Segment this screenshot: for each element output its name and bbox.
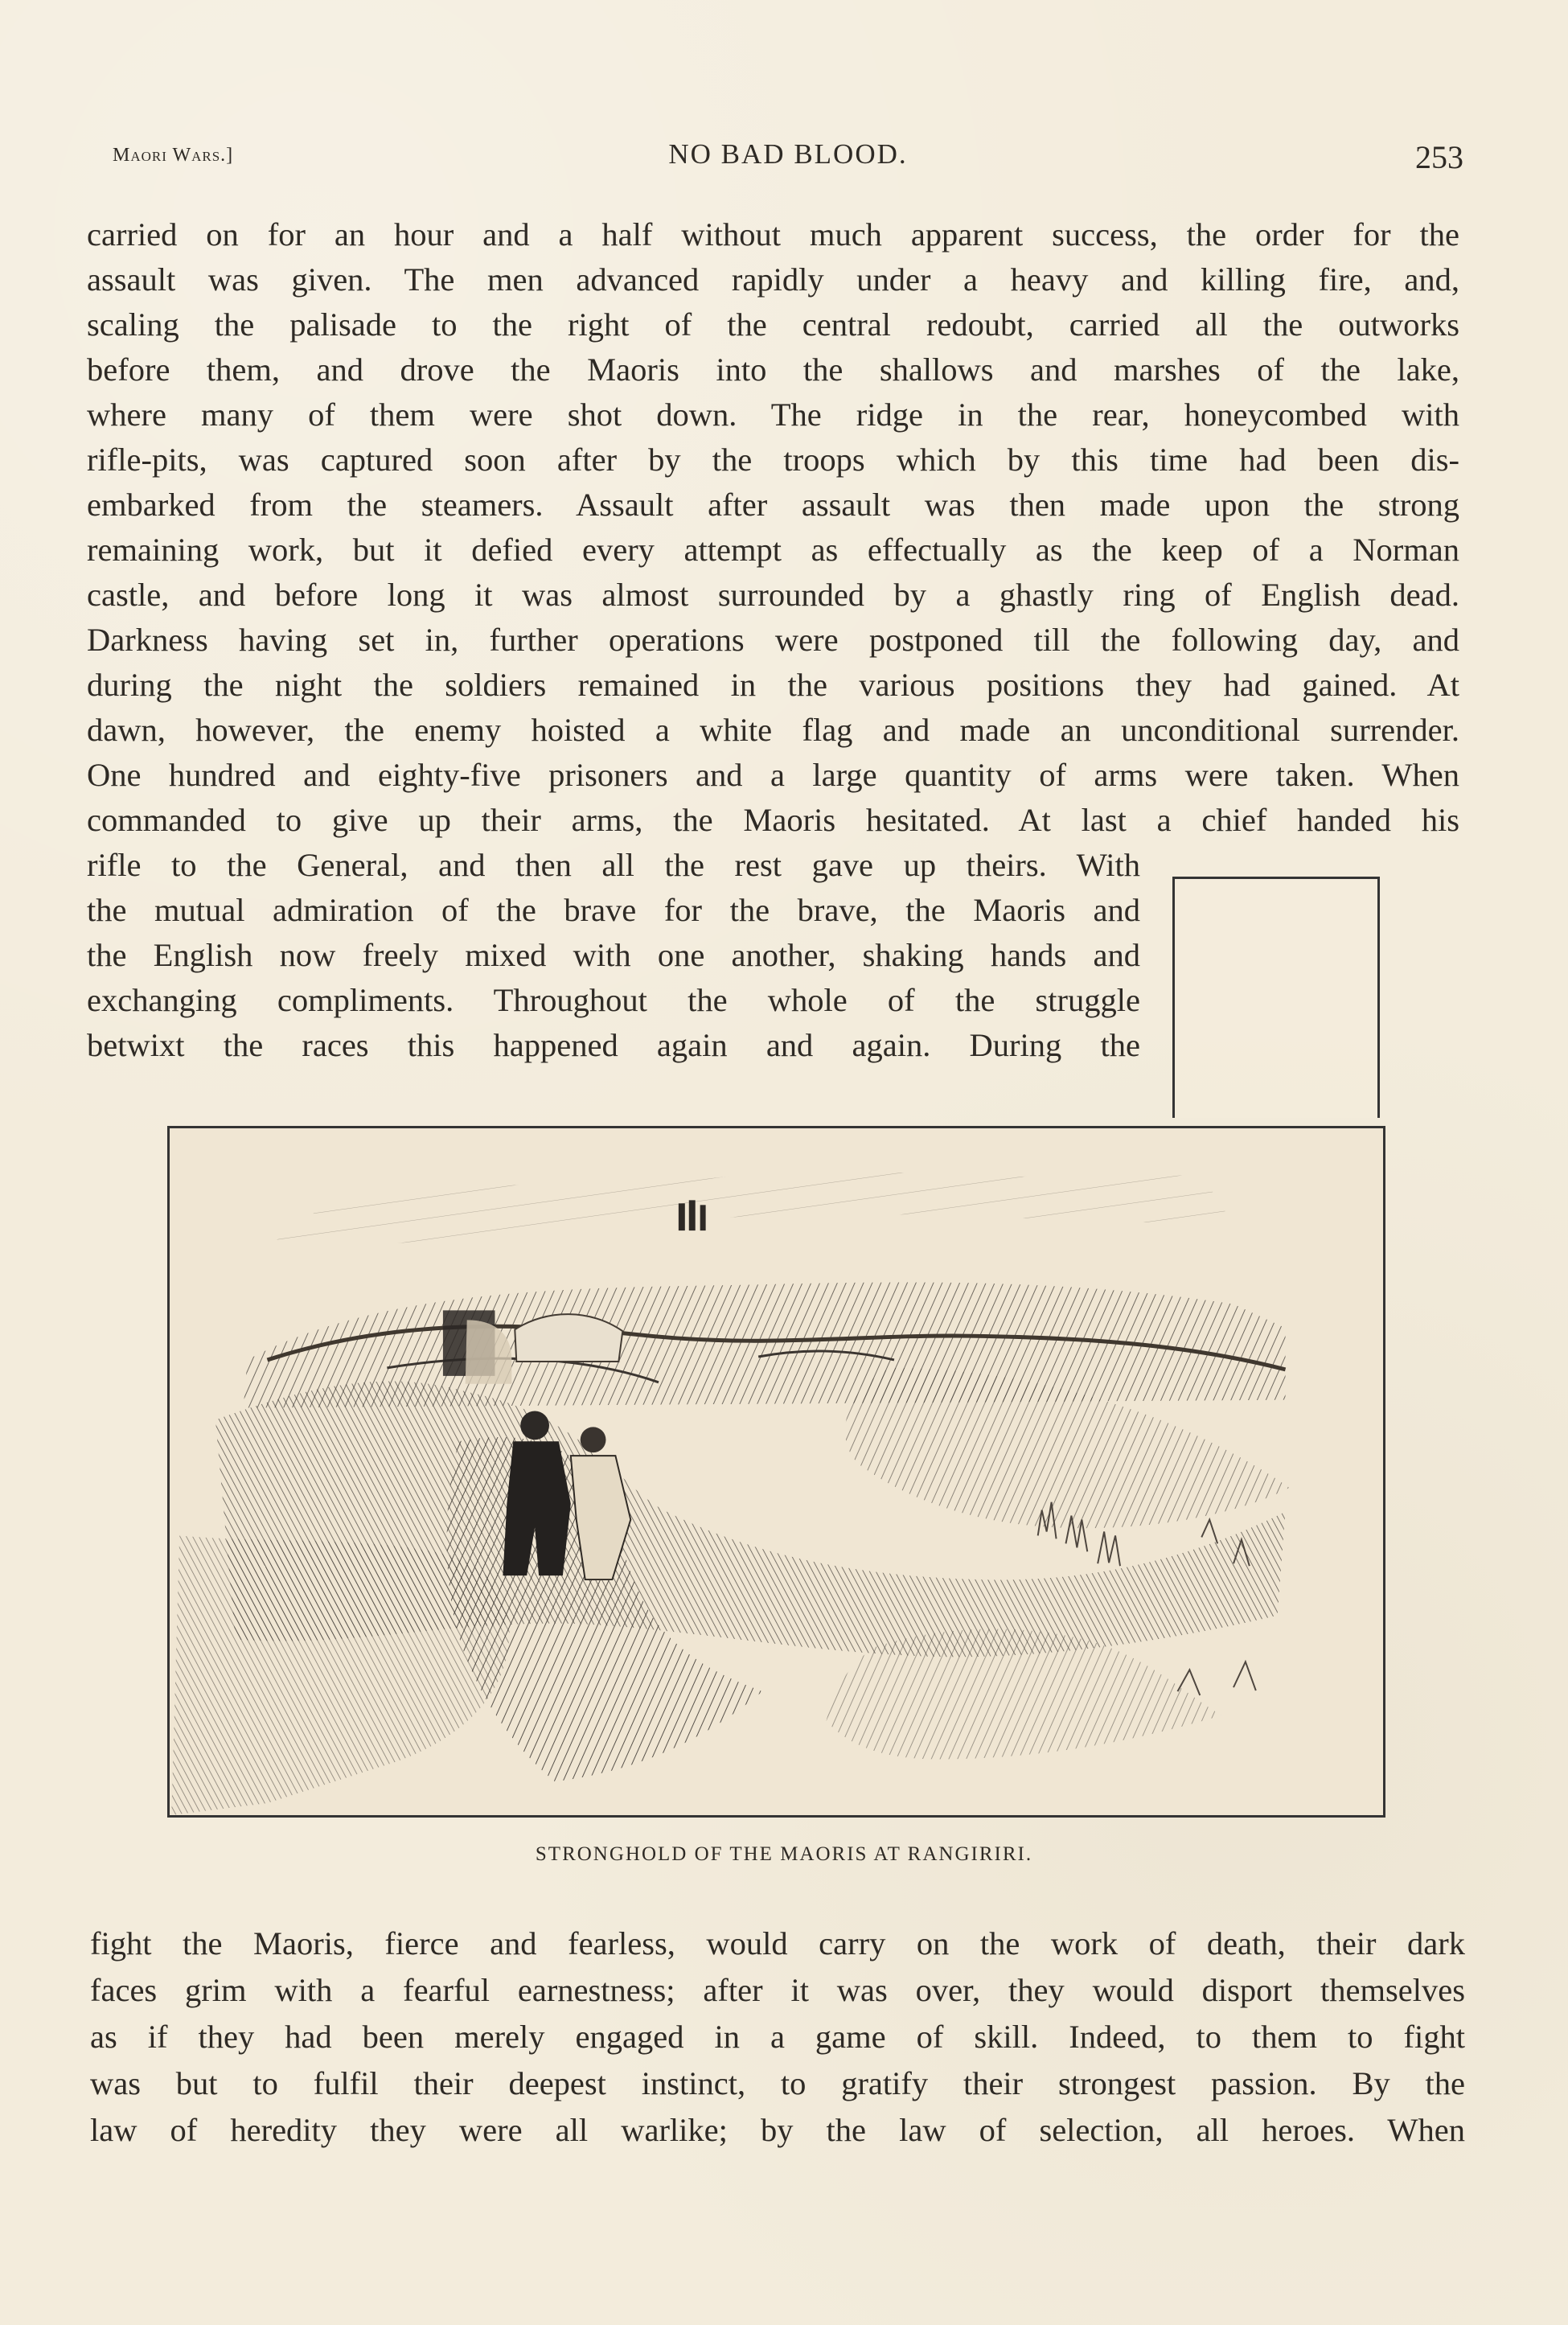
illustration-inset-edge (1172, 877, 1202, 879)
text-line: One hundred and eighty-five prisoners and a large quantity of arms were taken. When (87, 757, 1459, 793)
running-head-title: NO BAD BLOOD. (668, 138, 908, 170)
text-line: dawn, however, the enemy hoisted a white flag and made an unconditional surrender. (87, 712, 1459, 748)
illustration-frame (167, 1126, 1385, 1818)
text-line: the English now freely mixed with one another, shaking hands and (87, 937, 1140, 973)
text-line: rifle-pits, was captured soon after by the troops which by this time had been dis- (87, 442, 1459, 478)
page-number: 253 (1415, 139, 1463, 175)
text-line: was but to fulfil their deepest instinct, to gratify their strongest passion. By the (90, 2065, 1465, 2101)
running-head-left: Maori Wars.] (113, 145, 234, 166)
text-line: rifle to the General, and then all the rest gave up theirs. With (87, 847, 1140, 883)
text-line: embarked from the steamers. Assault after assault was then made upon the strong (87, 487, 1459, 523)
text-line: exchanging compliments. Throughout the whole of the struggle (87, 982, 1140, 1018)
text-line: fight the Maoris, fierce and fearless, would carry on the work of death, their dark (90, 1925, 1465, 1961)
text-line: the mutual admiration of the brave for the brave, the Maoris and (87, 892, 1140, 928)
text-line: law of heredity they were all warlike; by the law of selection, all heroes. When (90, 2112, 1465, 2148)
text-line: assault was given. The men advanced rapidly under a heavy and killing fire, and, (87, 261, 1459, 298)
illustration-caption: STRONGHOLD OF THE MAORIS AT RANGIRIRI. (535, 1843, 1033, 1865)
text-line: before them, and drove the Maoris into the shallows and marshes of the lake, (87, 351, 1459, 388)
text-line: faces grim with a fearful earnestness; after it was over, they would disport themselves (90, 1972, 1465, 2008)
text-line: during the night the soldiers remained in the various positions they had gained. At (87, 667, 1459, 703)
running-head (113, 138, 1463, 179)
text-line: where many of them were shot down. The ridge in the rear, honeycombed with (87, 396, 1459, 433)
illustration-inset-frame (1172, 877, 1380, 1118)
text-line: carried on for an hour and a half without much apparent success, the order for the (87, 216, 1459, 253)
text-line: castle, and before long it was almost surrounded by a ghastly ring of English dead. (87, 577, 1459, 613)
text-line: betwixt the races this happened again and again. During the (87, 1027, 1140, 1063)
text-line: scaling the palisade to the right of the central redoubt, carried all the outworks (87, 306, 1459, 343)
text-line: remaining work, but it defied every attempt as effectually as the keep of a Norman (87, 532, 1459, 568)
text-line: as if they had been merely engaged in a game of skill. Indeed, to them to fight (90, 2019, 1465, 2055)
text-line: Darkness having set in, further operations were postponed till the following day, and (87, 622, 1459, 658)
text-line: commanded to give up their arms, the Maoris hesitated. At last a chief handed his (87, 802, 1459, 838)
stronghold-engraving (170, 1128, 1383, 1815)
